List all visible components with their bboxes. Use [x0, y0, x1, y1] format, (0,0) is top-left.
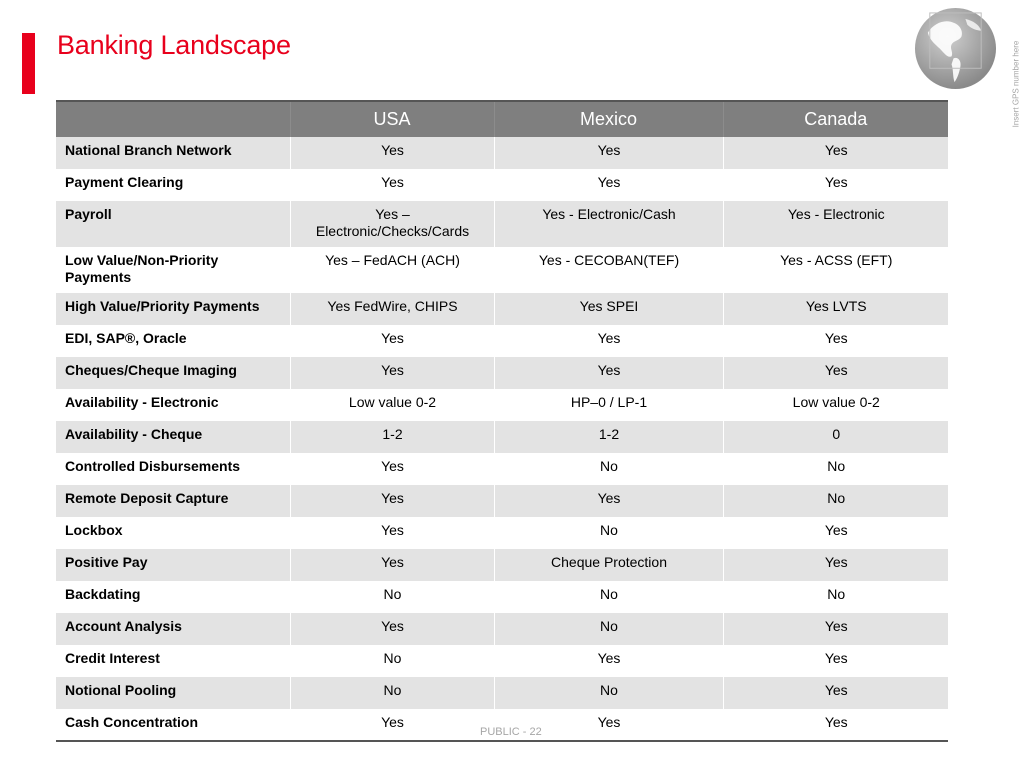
feature-cell: Backdating — [56, 581, 290, 613]
mexico-cell: No — [494, 677, 723, 709]
mexico-cell: No — [494, 613, 723, 645]
table-row — [56, 357, 948, 389]
canada-cell: Yes — [723, 169, 948, 201]
mexico-cell: Yes — [494, 137, 723, 169]
table-row — [56, 421, 948, 453]
table-header-row — [56, 101, 948, 137]
table-row — [56, 613, 948, 645]
mexico-cell: HP–0 / LP-1 — [494, 389, 723, 421]
canada-cell: Yes — [723, 677, 948, 709]
usa-cell: Yes — [290, 517, 494, 549]
table-row — [56, 485, 948, 517]
canada-cell: Yes LVTS — [723, 293, 948, 325]
mexico-cell: No — [494, 581, 723, 613]
feature-cell: Remote Deposit Capture — [56, 485, 290, 517]
canada-cell: Yes — [723, 357, 948, 389]
canada-cell: Yes — [723, 709, 948, 741]
slide-title: Banking Landscape — [57, 30, 291, 60]
table-row — [56, 389, 948, 421]
usa-cell: Yes — [290, 453, 494, 485]
usa-cell: Yes — [290, 137, 494, 169]
usa-cell: Yes FedWire, CHIPS — [290, 293, 494, 325]
mexico-cell: Cheque Protection — [494, 549, 723, 581]
mexico-cell: Yes — [494, 485, 723, 517]
feature-cell: Credit Interest — [56, 645, 290, 677]
mexico-cell: No — [494, 517, 723, 549]
feature-cell: Availability - Electronic — [56, 389, 290, 421]
header-mexico: Mexico — [494, 101, 723, 137]
canada-cell: Yes — [723, 613, 948, 645]
table-row — [56, 549, 948, 581]
banking-landscape-table — [56, 100, 948, 742]
usa-cell: 1-2 — [290, 421, 494, 453]
usa-cell: Yes — [290, 549, 494, 581]
feature-cell: Cash Concentration — [56, 709, 290, 741]
feature-cell: Low Value/Non-Priority Payments — [56, 247, 290, 293]
feature-cell: Availability - Cheque — [56, 421, 290, 453]
gps-placeholder-text: Insert GPS number here — [1011, 40, 1021, 128]
table-row — [56, 293, 948, 325]
usa-cell: Yes — [290, 169, 494, 201]
title-accent-bar — [22, 33, 35, 94]
table-row — [56, 169, 948, 201]
table-row — [56, 137, 948, 169]
usa-cell: Low value 0-2 — [290, 389, 494, 421]
table-row — [56, 453, 948, 485]
mexico-cell: No — [494, 453, 723, 485]
usa-cell: Yes – Electronic/Checks/Cards — [290, 201, 494, 247]
feature-cell: Controlled Disbursements — [56, 453, 290, 485]
canada-cell: Yes - ACSS (EFT) — [723, 247, 948, 293]
mexico-cell: Yes — [494, 169, 723, 201]
feature-cell: National Branch Network — [56, 137, 290, 169]
mexico-cell: Yes — [494, 325, 723, 357]
usa-cell: Yes — [290, 613, 494, 645]
table-row — [56, 325, 948, 357]
page-footer: PUBLIC - 22 — [480, 726, 542, 738]
usa-cell: Yes — [290, 709, 494, 741]
canada-cell: Yes - Electronic — [723, 201, 948, 247]
feature-cell: Payroll — [56, 201, 290, 247]
feature-cell: Notional Pooling — [56, 677, 290, 709]
globe-icon — [914, 7, 997, 90]
table-row — [56, 677, 948, 709]
feature-cell: Payment Clearing — [56, 169, 290, 201]
mexico-cell: Yes - CECOBAN(TEF) — [494, 247, 723, 293]
canada-cell: Yes — [723, 137, 948, 169]
feature-cell: Cheques/Cheque Imaging — [56, 357, 290, 389]
usa-cell: No — [290, 645, 494, 677]
usa-cell: No — [290, 581, 494, 613]
mexico-cell: 1-2 — [494, 421, 723, 453]
canada-cell: Yes — [723, 549, 948, 581]
canada-cell: Yes — [723, 517, 948, 549]
mexico-cell: Yes — [494, 645, 723, 677]
header-usa: USA — [290, 101, 494, 137]
canada-cell: Yes — [723, 645, 948, 677]
mexico-cell: Yes — [494, 357, 723, 389]
canada-cell: Yes — [723, 325, 948, 357]
table-row — [56, 581, 948, 613]
mexico-cell: Yes - Electronic/Cash — [494, 201, 723, 247]
usa-cell: Yes – FedACH (ACH) — [290, 247, 494, 293]
canada-cell: Low value 0-2 — [723, 389, 948, 421]
usa-cell: No — [290, 677, 494, 709]
header-canada: Canada — [723, 101, 948, 137]
table-row — [56, 645, 948, 677]
usa-cell: Yes — [290, 325, 494, 357]
table-row — [56, 517, 948, 549]
feature-cell: Lockbox — [56, 517, 290, 549]
table-row — [56, 201, 948, 247]
canada-cell: No — [723, 453, 948, 485]
canada-cell: No — [723, 581, 948, 613]
mexico-cell: Yes SPEI — [494, 293, 723, 325]
canada-cell: 0 — [723, 421, 948, 453]
feature-cell: EDI, SAP®, Oracle — [56, 325, 290, 357]
usa-cell: Yes — [290, 485, 494, 517]
feature-cell: Account Analysis — [56, 613, 290, 645]
feature-cell: High Value/Priority Payments — [56, 293, 290, 325]
header-feature — [56, 101, 290, 137]
feature-cell: Positive Pay — [56, 549, 290, 581]
usa-cell: Yes — [290, 357, 494, 389]
mexico-cell: Yes — [494, 709, 723, 741]
table-row — [56, 247, 948, 293]
canada-cell: No — [723, 485, 948, 517]
